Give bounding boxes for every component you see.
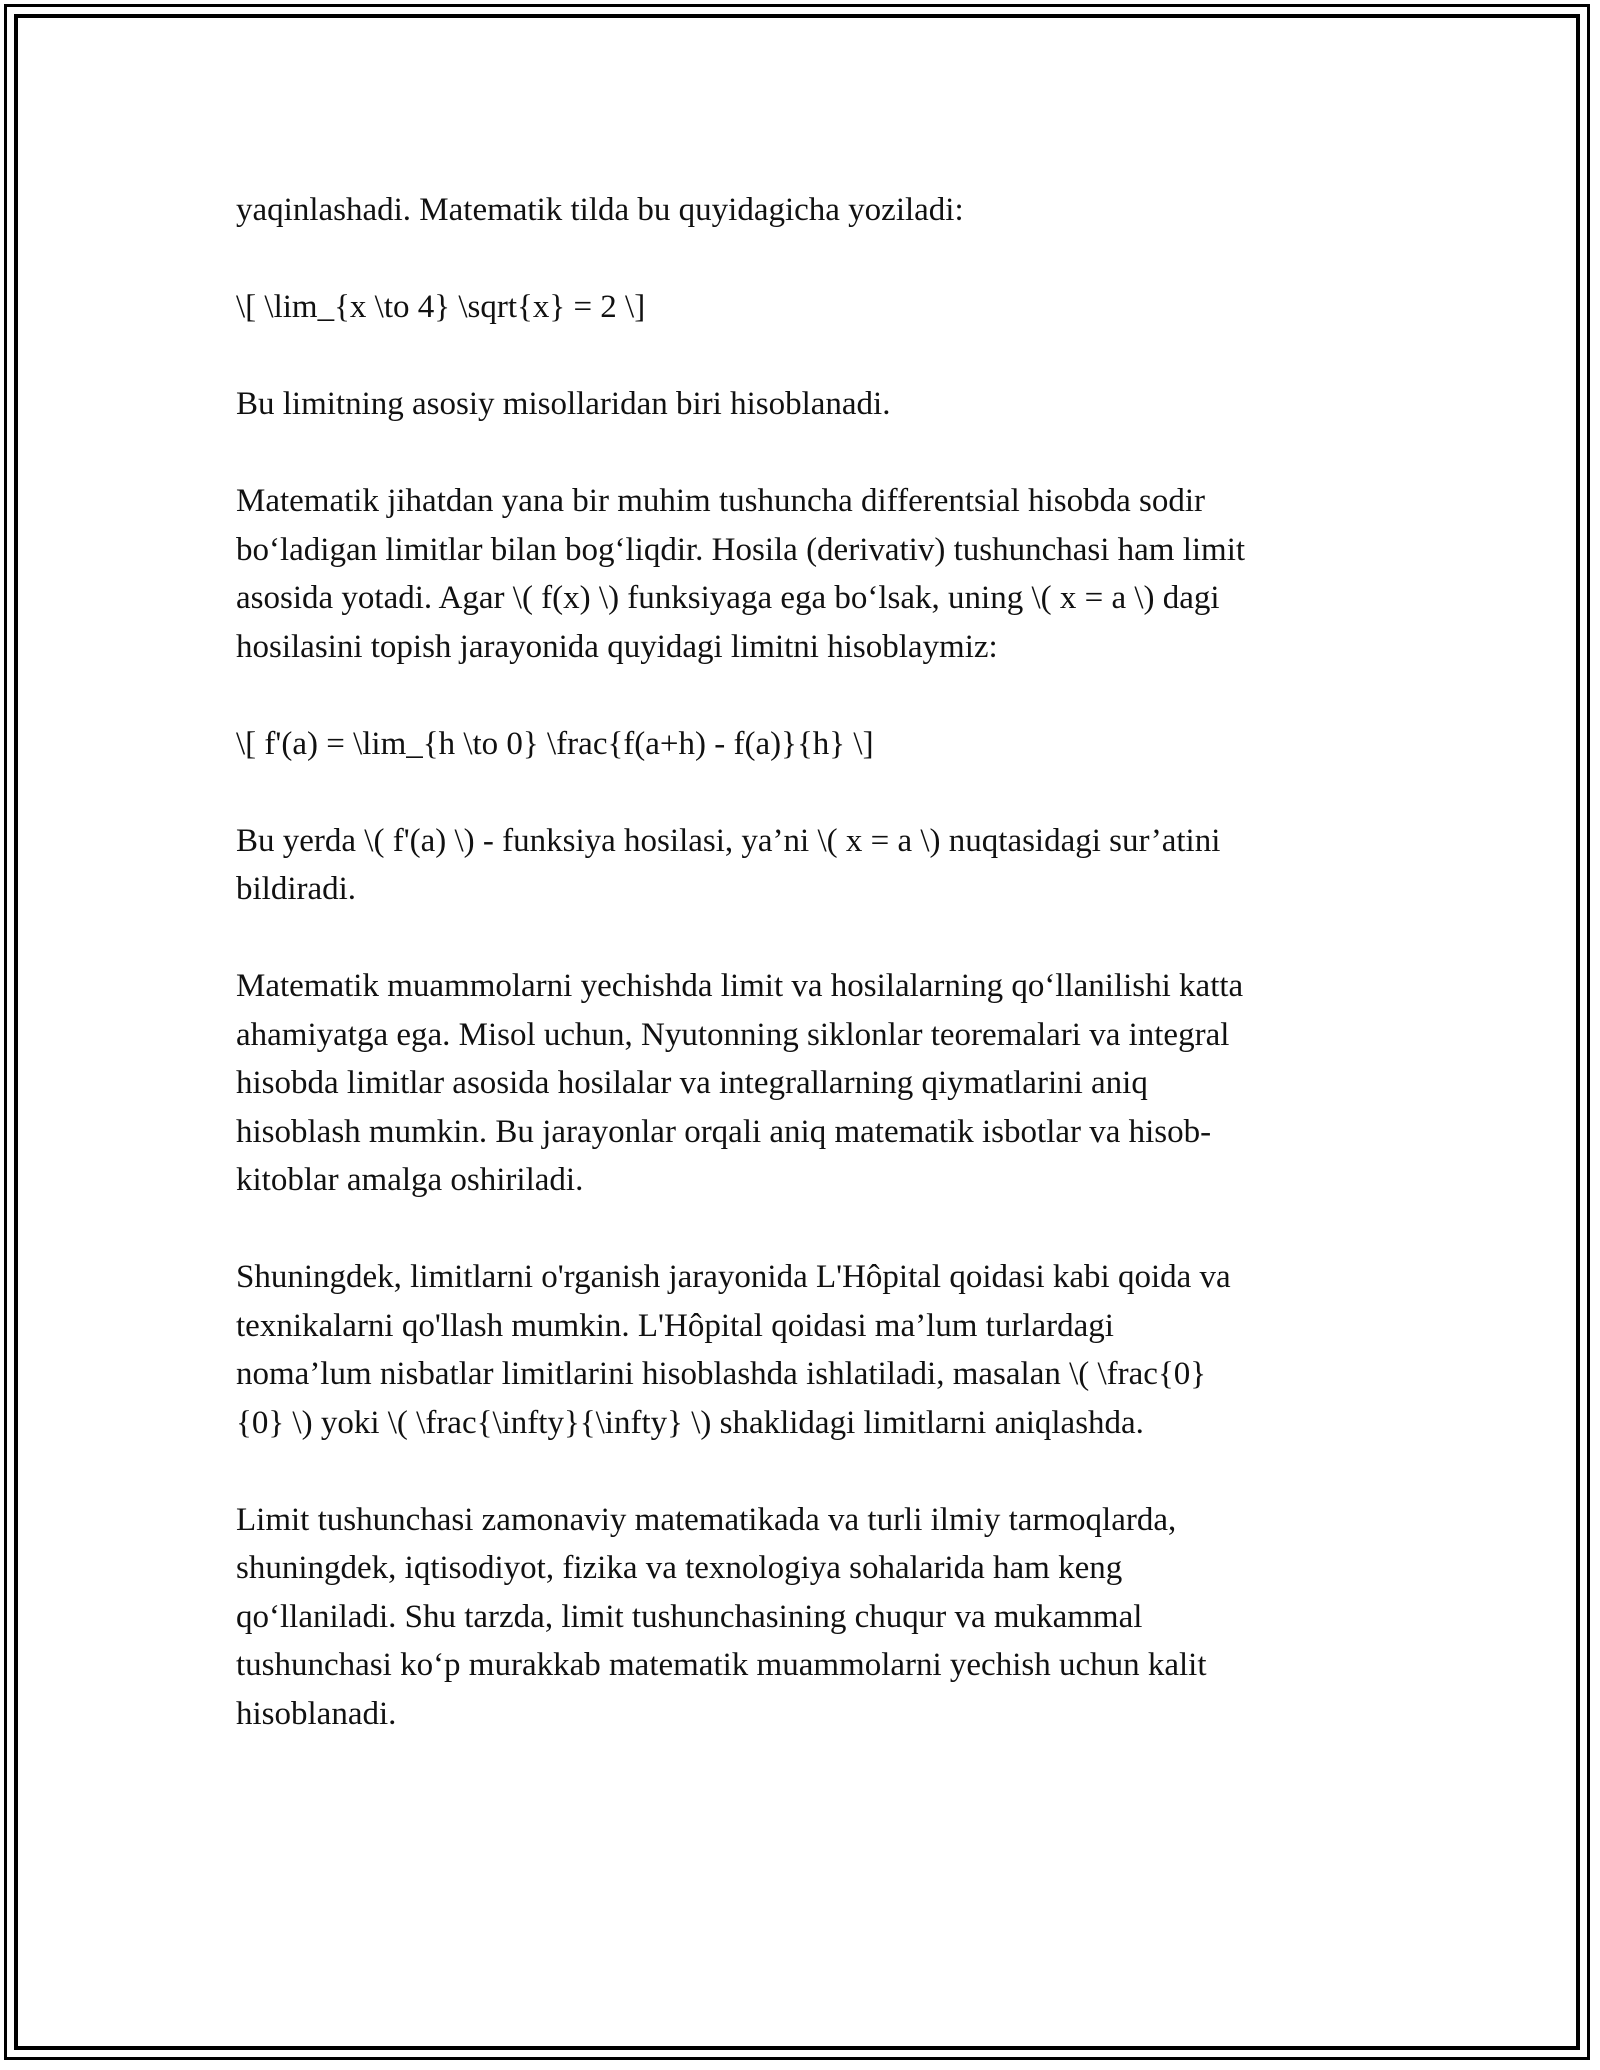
paragraph-7: Limit tushunchasi zamonaviy matematikada va turli ilmiy tarmoqlarda, shuningdek, iqtisodiyot, fizika va texnologiya sohalarida ham keng qo‘llaniladi. Shu tarzda, limit tushunchasining chuqur va mukammal tushunchasi ko‘p murakkab matematik muammolarni yechish uchun kalit hisoblanadi.	[236, 1501, 1207, 1732]
paragraph-4: Bu yerda \( f'(a) \) - funksiya hosilasi, ya’ni \( x = a \) nuqtasidagi sur’atini bildiradi.	[236, 822, 1221, 907]
paragraph-2: Bu limitning asosiy misollaridan biri hisoblanadi.	[236, 386, 891, 422]
document-body	[236, 186, 1376, 1738]
paragraph-5: Matematik muammolarni yechishda limit va hosilalarning qo‘llanilishi katta ahamiyatga ega. Misol uchun, Nyutonning siklonlar teoremalari va integral hisobda limitlar asosida hosilalar va integrallarning qiymatlarini aniq hisoblash mumkin. Bu jarayonlar orqali aniq matematik isbotlar va hisob- kitoblar amalga oshiriladi.	[236, 968, 1244, 1198]
paragraph-6: Shuningdek, limitlarni o'rganish jarayonida L'Hôpital qoidasi kabi qoida va texnikalarni qo'llash mumkin. L'Hôpital qoidasi ma’lum turlardagi noma’lum nisbatlar limitlarini hisoblashda ishlatiladi, masalan \( \frac{0} {0} \) yoki \( \frac{\infty}{\infty} \) shaklidagi limitlarni aniqlashda.	[236, 1259, 1231, 1441]
paragraph-1: yaqinlashadi. Matematik tilda bu quyidagicha yoziladi:	[236, 192, 964, 228]
paragraph-3: Matematik jihatdan yana bir muhim tushuncha differentsial hisobda sodir bo‘ladigan limitlar bilan bog‘liqdir. Hosila (derivativ) tushunchasi ham limit asosida yotadi. Agar \( f(x) \) funksiyaga ega bo‘lsak, uning \( x = a \) dagi hosilasini topish jarayonida quyidagi limitni hisoblaymiz:	[236, 483, 1246, 665]
formula-derivative: \[ f'(a) = \lim_{h \to 0} \frac{f(a+h) - f(a)}{h} \]	[236, 725, 874, 762]
formula-limit-sqrt: \[ \lim_{x \to 4} \sqrt{x} = 2 \]	[236, 289, 646, 325]
